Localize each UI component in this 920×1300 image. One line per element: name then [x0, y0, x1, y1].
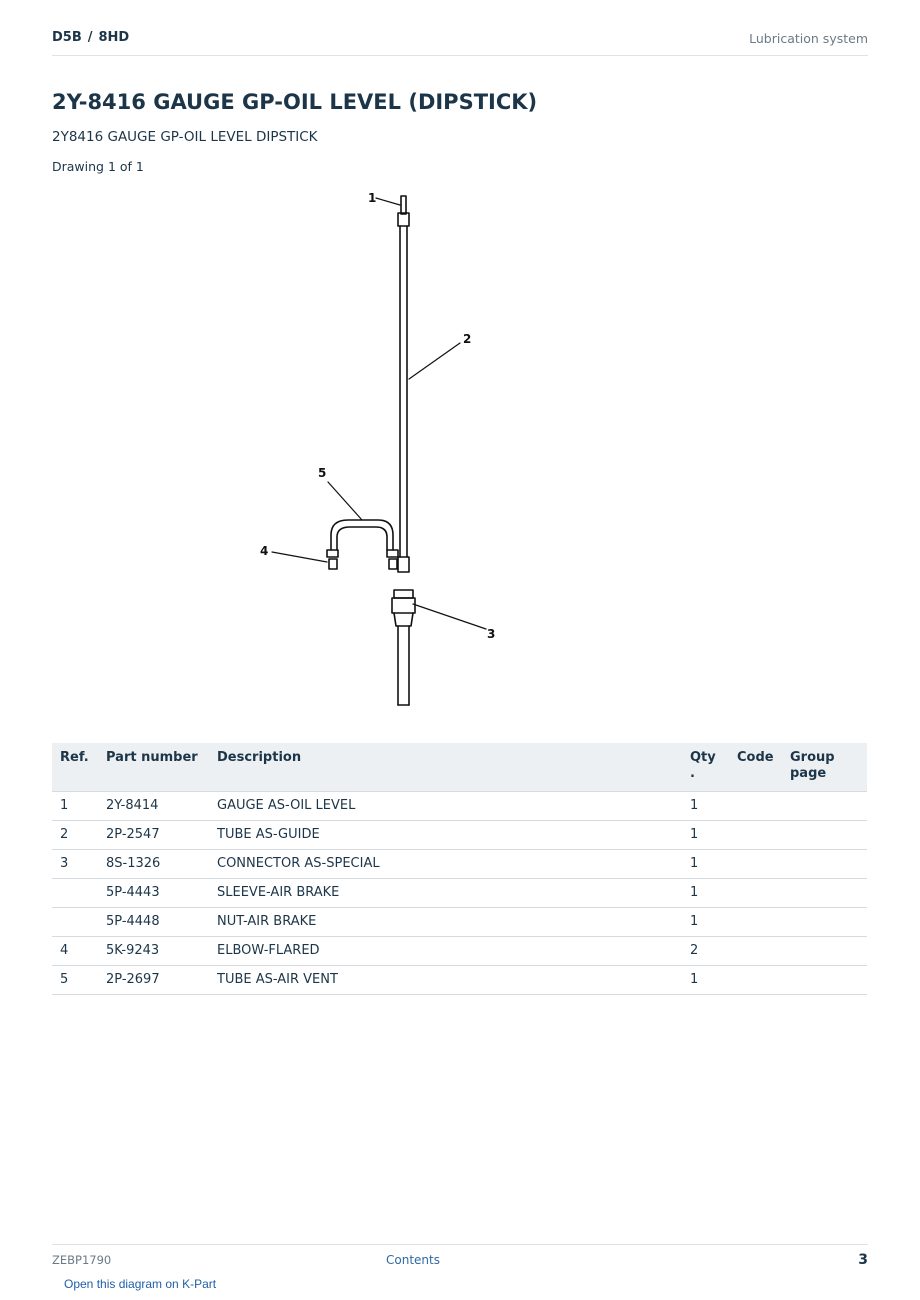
cell-qty: 1 [682, 821, 729, 850]
cell-group-page [782, 792, 867, 821]
table-row[interactable] [52, 937, 867, 966]
col-header-group-page: Group page [782, 743, 867, 792]
cell-ref [52, 879, 98, 908]
cell-description: TUBE AS-AIR VENT [209, 966, 682, 995]
page-number: 3 [858, 1252, 868, 1268]
cell-description: ELBOW-FLARED [209, 937, 682, 966]
parts-table [52, 743, 867, 995]
document-id: ZEBP1790 [52, 1253, 112, 1267]
lower-tube [398, 626, 409, 705]
parts-diagram[interactable] [250, 185, 670, 715]
cell-ref [52, 908, 98, 937]
col-header-ref: Ref. [52, 743, 98, 792]
cell-code [729, 937, 782, 966]
page-header [52, 28, 868, 56]
col-header-qty: Qty . [682, 743, 729, 792]
section-name: Lubrication system [749, 31, 868, 46]
table-row[interactable] [52, 821, 867, 850]
cell-part-number: 5P-4448 [98, 908, 209, 937]
cell-ref: 5 [52, 966, 98, 995]
open-kpart-link[interactable]: Open this diagram on K-Part [64, 1277, 217, 1291]
callout-5[interactable]: 5 [318, 466, 327, 480]
callout-3[interactable]: 3 [487, 627, 496, 641]
breadcrumb [52, 30, 129, 45]
table-row[interactable] [52, 850, 867, 879]
cell-qty: 1 [682, 879, 729, 908]
cell-description: GAUGE AS-OIL LEVEL [209, 792, 682, 821]
cell-description: SLEEVE-AIR BRAKE [209, 879, 682, 908]
cell-description: TUBE AS-GUIDE [209, 821, 682, 850]
col-header-description: Description [209, 743, 682, 792]
cell-qty: 1 [682, 966, 729, 995]
cell-ref: 3 [52, 850, 98, 879]
cell-code [729, 966, 782, 995]
cell-part-number: 5P-4443 [98, 879, 209, 908]
cell-group-page [782, 850, 867, 879]
breadcrumb-model[interactable]: D5B [52, 30, 82, 45]
col-header-part-number: Part number [98, 743, 209, 792]
cell-ref: 4 [52, 937, 98, 966]
cell-qty: 2 [682, 937, 729, 966]
special-connector [392, 590, 415, 626]
cell-code [729, 879, 782, 908]
cell-ref: 1 [52, 792, 98, 821]
callout-2[interactable]: 2 [463, 332, 472, 346]
table-row[interactable] [52, 966, 867, 995]
cell-description: NUT-AIR BRAKE [209, 908, 682, 937]
cell-part-number: 5K-9243 [98, 937, 209, 966]
cell-group-page [782, 879, 867, 908]
callout-1[interactable]: 1 [368, 191, 377, 205]
cell-code [729, 850, 782, 879]
cell-part-number: 8S-1326 [98, 850, 209, 879]
cell-qty: 1 [682, 908, 729, 937]
cell-group-page [782, 937, 867, 966]
cell-group-page [782, 908, 867, 937]
cell-qty: 1 [682, 792, 729, 821]
page-title: 2Y-8416 GAUGE GP-OIL LEVEL (DIPSTICK) [52, 90, 538, 114]
tube-fitting [398, 557, 409, 572]
table-row[interactable] [52, 908, 867, 937]
dipstick-handle [398, 196, 409, 226]
cell-part-number: 2P-2547 [98, 821, 209, 850]
contents-link[interactable]: Contents [386, 1253, 440, 1267]
cell-code [729, 792, 782, 821]
callout-4[interactable]: 4 [260, 544, 269, 558]
cell-part-number: 2P-2697 [98, 966, 209, 995]
drawing-count: Drawing 1 of 1 [52, 159, 144, 174]
cell-group-page [782, 966, 867, 995]
cell-part-number: 2Y-8414 [98, 792, 209, 821]
breadcrumb-separator: / [87, 30, 93, 45]
guide-tube [400, 226, 407, 557]
page-subtitle: 2Y8416 GAUGE GP-OIL LEVEL DIPSTICK [52, 129, 318, 145]
cell-group-page [782, 821, 867, 850]
table-row[interactable] [52, 792, 867, 821]
cell-ref: 2 [52, 821, 98, 850]
cell-code [729, 821, 782, 850]
flared-elbows [327, 550, 398, 569]
callout-leaders [272, 198, 486, 629]
breadcrumb-serial[interactable]: 8HD [98, 30, 130, 45]
col-header-code: Code [729, 743, 782, 792]
footer-divider [52, 1244, 868, 1245]
table-header-row [52, 743, 867, 792]
cell-description: CONNECTOR AS-SPECIAL [209, 850, 682, 879]
air-vent-tube [331, 520, 393, 550]
table-row[interactable] [52, 879, 867, 908]
cell-code [729, 908, 782, 937]
cell-qty: 1 [682, 850, 729, 879]
